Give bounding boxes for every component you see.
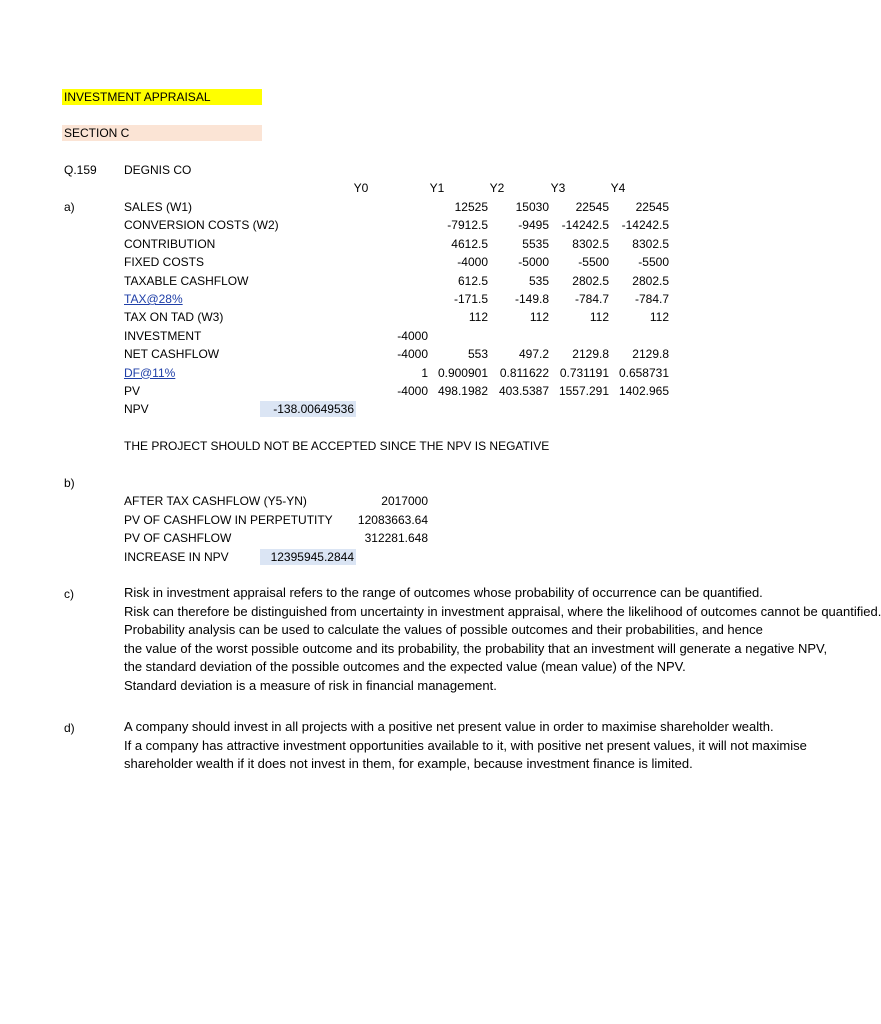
part-c-label[interactable]: c): [64, 587, 74, 601]
cell-y1[interactable]: 112: [468, 310, 488, 325]
cell-y2[interactable]: 497.2: [518, 347, 549, 362]
cell-y3[interactable]: 112: [589, 310, 609, 325]
cell-y3[interactable]: 22545: [575, 200, 609, 214]
cell-y4[interactable]: 22545: [635, 200, 669, 214]
perpetuity-row-value[interactable]: 12083663.64: [357, 512, 428, 527]
conclusion-text[interactable]: THE PROJECT SHOULD NOT BE ACCEPTED SINCE THE NPV IS NEGATIVE: [124, 439, 550, 453]
cell-y1[interactable]: -7912.5: [447, 218, 488, 233]
part-d-label[interactable]: d): [64, 721, 75, 735]
year-header-y0[interactable]: Y0: [353, 181, 369, 195]
row-label[interactable]: INVESTMENT: [124, 328, 202, 343]
cell-y4[interactable]: 2129.8: [632, 347, 669, 362]
text-line[interactable]: Probability analysis can be used to calculate the values of possible outcomes and their probabilities, and hence: [124, 622, 763, 637]
cell-y3[interactable]: -14242.5: [561, 218, 609, 233]
cell-y1[interactable]: 4612.5: [451, 236, 488, 251]
cell-y3[interactable]: 0.731191: [559, 365, 609, 380]
year-header-y4[interactable]: Y4: [610, 181, 626, 195]
perpetuity-row-label[interactable]: PV OF CASHFLOW IN PERPETUTITY: [124, 512, 333, 527]
row-label[interactable]: FIXED COSTS: [124, 255, 205, 270]
cell-y3[interactable]: 1557.291: [558, 384, 609, 398]
cell-y4[interactable]: -784.7: [634, 292, 669, 306]
row-label[interactable]: CONTRIBUTION: [124, 236, 216, 251]
increase-npv-label[interactable]: INCREASE IN NPV: [124, 550, 229, 564]
cell-y0[interactable]: -4000: [397, 347, 428, 362]
cell-y3[interactable]: 8302.5: [572, 236, 609, 251]
title-text: INVESTMENT APPRAISAL: [64, 90, 211, 104]
part-a-label[interactable]: a): [64, 200, 75, 214]
text-line[interactable]: shareholder wealth if it does not invest in them, for example, because investment finance is limited.: [124, 756, 693, 771]
cell-y2[interactable]: 5535: [522, 236, 549, 251]
cell-y2[interactable]: 112: [529, 310, 549, 325]
cell-y0[interactable]: -4000: [397, 328, 428, 343]
perpetuity-row-value[interactable]: 2017000: [381, 494, 428, 508]
row-label[interactable]: TAX@28%: [124, 292, 183, 306]
cell-y0[interactable]: 1: [421, 365, 428, 380]
text-line[interactable]: the value of the worst possible outcome and its probability, the probability that an investment will generate a negative NPV,: [124, 640, 828, 656]
cell-y1[interactable]: -4000: [457, 255, 488, 270]
cell-y4[interactable]: -5500: [638, 255, 669, 270]
row-label[interactable]: CONVERSION COSTS (W2): [124, 218, 279, 233]
cell-y3[interactable]: -784.7: [574, 292, 609, 306]
row-label[interactable]: TAXABLE CASHFLOW: [124, 273, 249, 288]
cell-y2[interactable]: 0.811622: [499, 365, 549, 380]
cell-y1[interactable]: 12525: [454, 200, 488, 214]
cell-y3[interactable]: 2129.8: [572, 347, 609, 362]
year-header-y3[interactable]: Y3: [550, 181, 566, 195]
row-label[interactable]: SALES (W1): [124, 200, 193, 214]
cell-y1[interactable]: 0.900901: [437, 365, 488, 380]
perpetuity-row-label[interactable]: AFTER TAX CASHFLOW (Y5-YN): [124, 494, 307, 508]
text-line[interactable]: Risk in investment appraisal refers to the range of outcomes whose probability of occurrence can be quantified.: [124, 585, 763, 600]
cell-y1[interactable]: 612.5: [457, 273, 488, 288]
cell-y1[interactable]: -171.5: [453, 292, 488, 306]
npv-value-cell[interactable]: [260, 401, 356, 417]
year-header-y1[interactable]: Y1: [429, 181, 445, 195]
cell-y2[interactable]: -149.8: [514, 292, 549, 306]
text-line[interactable]: If a company has attractive investment opportunities available to it, with positive net present values, it will not maximise: [124, 737, 807, 753]
cell-y4[interactable]: -14242.5: [621, 218, 669, 233]
row-label[interactable]: TAX ON TAD (W3): [124, 310, 224, 325]
cell-y1[interactable]: 553: [467, 347, 488, 362]
text-line[interactable]: the standard deviation of the possible outcomes and the expected value (mean value) of the NPV.: [124, 659, 686, 674]
npv-label[interactable]: NPV: [124, 402, 149, 416]
text-line[interactable]: Risk can therefore be distinguished from uncertainty in investment appraisal, where the likelihood of outcomes cannot be quantified.: [124, 603, 881, 619]
increase-npv-value-cell[interactable]: [260, 549, 356, 565]
cell-y4[interactable]: 8302.5: [632, 236, 669, 251]
cell-y2[interactable]: -5000: [518, 255, 549, 270]
cell-y3[interactable]: 2802.5: [572, 273, 609, 288]
question-number[interactable]: Q.159: [64, 163, 97, 177]
section-cell[interactable]: [62, 125, 262, 141]
section-text: SECTION C: [64, 126, 130, 140]
cell-y2[interactable]: 535: [528, 273, 549, 288]
row-label[interactable]: NET CASHFLOW: [124, 347, 220, 362]
text-line[interactable]: A company should invest in all projects with a positive net present value in order to maximise shareholder wealth.: [124, 719, 774, 734]
cell-y2[interactable]: -9495: [518, 218, 549, 233]
cell-y4[interactable]: 2802.5: [632, 273, 669, 288]
cell-y4[interactable]: 1402.965: [618, 384, 669, 398]
part-b-label[interactable]: b): [64, 476, 75, 490]
npv-value: -138.00649536: [273, 402, 354, 416]
increase-npv-value: 12395945.2844: [270, 550, 354, 564]
row-label[interactable]: DF@11%: [124, 365, 176, 380]
cell-y4[interactable]: [589, 328, 669, 344]
cell-y2[interactable]: 403.5387: [498, 384, 549, 398]
cell-y0[interactable]: -4000: [397, 384, 428, 398]
title-cell[interactable]: [62, 89, 262, 105]
cell-y3[interactable]: -5500: [578, 255, 609, 270]
year-header-y2[interactable]: Y2: [489, 181, 505, 195]
cell-y4[interactable]: 0.658731: [618, 365, 669, 380]
text-line[interactable]: Standard deviation is a measure of risk in financial management.: [124, 677, 497, 693]
cell-y2[interactable]: 15030: [515, 200, 549, 214]
perpetuity-row-label[interactable]: PV OF CASHFLOW: [124, 531, 232, 545]
cell-y1[interactable]: 498.1982: [437, 384, 488, 398]
company-name[interactable]: DEGNIS CO: [124, 163, 192, 177]
cell-y4[interactable]: 112: [649, 310, 669, 325]
perpetuity-row-value[interactable]: 312281.648: [364, 531, 428, 545]
row-label[interactable]: PV: [124, 384, 141, 398]
